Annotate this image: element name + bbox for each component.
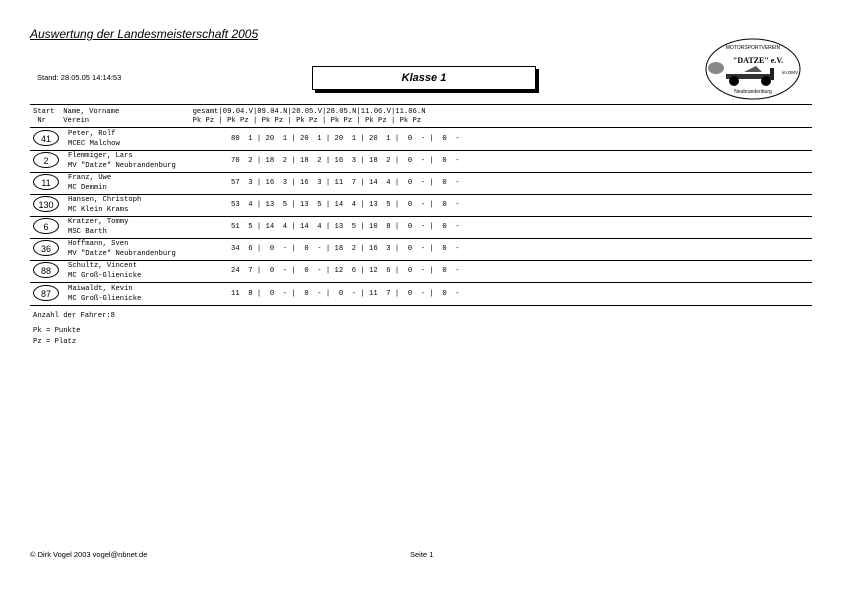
class-title-box: Klasse 1 <box>312 66 536 90</box>
rider-results: 24 7 | 0 - | 0 - | 12 6 | 12 6 | 0 - | 0 - <box>231 267 460 275</box>
rider-name: Peter, Rolf <box>68 130 116 138</box>
start-number: 41 <box>33 130 59 146</box>
rider-results: 34 6 | 0 - | 0 - | 18 2 | 16 3 | 0 - | 0 - <box>231 245 460 253</box>
rider-results: 51 5 | 14 4 | 14 4 | 13 5 | 10 8 | 0 - | 0 - <box>231 223 460 231</box>
rider-results: 70 2 | 18 2 | 18 2 | 16 3 | 18 2 | 0 - | 0 - <box>231 157 460 165</box>
page-number: Seite 1 <box>410 550 434 559</box>
rider-name: Schultz, Vincent <box>68 262 138 270</box>
table-row <box>30 216 812 238</box>
rider-name: Hansen, Christoph <box>68 196 142 204</box>
rider-club: MCEC Malchow <box>68 140 120 148</box>
club-logo <box>704 38 802 100</box>
logo-sub: im DMV <box>782 70 798 75</box>
rider-club: MC Klein Krams <box>68 206 129 214</box>
table-row <box>30 238 812 260</box>
rider-results: 11 8 | 0 - | 0 - | 0 - | 11 7 | 0 - | 0 - <box>231 290 460 298</box>
rider-name: Hoffmann, Sven <box>68 240 129 248</box>
footer-copyright: © Dirk Vogel 2003 vogel@nbnet.de <box>30 550 148 559</box>
table-header-line-2: Nr Verein Pk Pz | Pk Pz | Pk Pz | Pk Pz | Pk Pz | Pk Pz | Pk Pz <box>33 117 422 125</box>
rider-name: Maiwaldt, Kevin <box>68 285 133 293</box>
rider-results: 57 3 | 16 3 | 16 3 | 11 7 | 14 4 | 0 - | 0 - <box>231 179 460 187</box>
table-row <box>30 260 812 282</box>
table-row <box>30 283 812 305</box>
start-number: 6 <box>33 218 59 234</box>
rider-count: Anzahl der Fahrer:8 <box>33 312 115 320</box>
start-number: 88 <box>33 262 59 278</box>
rider-results: 80 1 | 20 1 | 20 1 | 20 1 | 20 1 | 0 - | 0 - <box>231 135 460 143</box>
start-number: 2 <box>33 152 59 168</box>
rider-name: Flemmiger, Lars <box>68 152 133 160</box>
legend-pk: Pk = Punkte <box>33 327 81 335</box>
rider-results: 53 4 | 13 5 | 13 5 | 14 4 | 13 5 | 0 - | 0 - <box>231 201 460 209</box>
rider-name: Franz, Uwe <box>68 174 112 182</box>
start-number: 130 <box>33 196 59 212</box>
rider-club: MC Demmin <box>68 184 107 192</box>
logo-bottom-text: Neubrandenburg <box>734 89 772 95</box>
rider-club: MV "Datze" Neubrandenburg <box>68 162 176 170</box>
table-row <box>30 150 812 172</box>
table-header-line-1: Start Name, Vorname gesamt|09.04.V|09.04.N|28.05.V|28.05.N|11.06.V|11.06.N <box>33 108 426 116</box>
logo-name: "DATZE" e.V. <box>732 56 784 65</box>
legend-pz: Pz = Platz <box>33 338 77 346</box>
start-number: 36 <box>33 240 59 256</box>
table-row <box>30 128 812 150</box>
rider-club: MC Groß-Glienicke <box>68 272 142 280</box>
rider-club: MSC Barth <box>68 228 107 236</box>
table-row <box>30 194 812 216</box>
start-number: 11 <box>33 174 59 190</box>
table-top-rule <box>30 104 812 105</box>
row-divider <box>30 305 812 306</box>
table-row <box>30 172 812 194</box>
logo-top-text: MOTORSPORTVEREIN <box>725 45 781 51</box>
rider-name: Kratzer, Tommy <box>68 218 129 226</box>
page-title: Auswertung der Landesmeisterschaft 2005 <box>30 27 259 41</box>
rider-club: MV "Datze" Neubrandenburg <box>68 250 176 258</box>
start-number: 87 <box>33 285 59 301</box>
rider-club: MC Groß-Glienicke <box>68 295 142 303</box>
timestamp: Stand: 28.05.05 14:14:53 <box>37 73 122 82</box>
